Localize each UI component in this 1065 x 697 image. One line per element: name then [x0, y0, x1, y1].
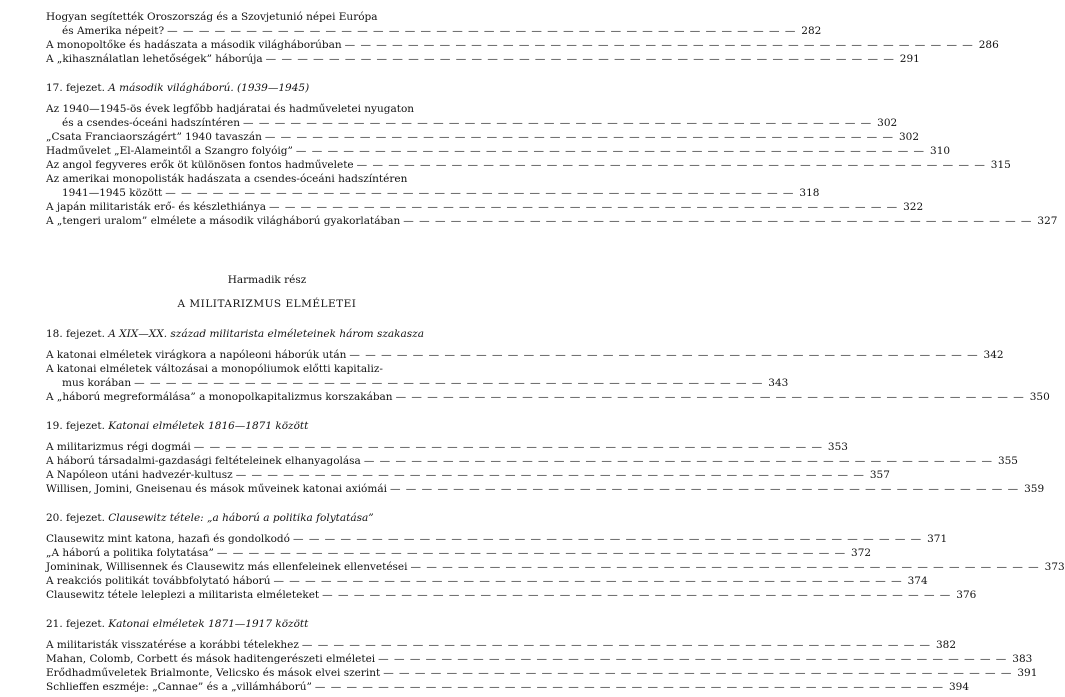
- table-of-contents: [46, 10, 1065, 694]
- leader-dashes: — — — — — — — — — — — — — — — — — — — — — — — — — — — — — — — — — — — — — — — —: [378, 653, 1008, 665]
- page-number: 302: [898, 131, 920, 143]
- toc-entry: és Amerika népeit? — — — — — — — — — — — — — — — — — — — — — — — — — — — — — — — — — — — — — — — — 282: [62, 25, 822, 37]
- chapter-heading: 18. fejezet. A XIX—XX. század militarista elméleteinek három szakasza: [46, 328, 424, 340]
- leader-dashes: — — — — — — — — — — — — — — — — — — — — — — — — — — — — — — — — — — — — — — — —: [134, 377, 764, 389]
- part-title: Harmadik rész: [227, 274, 307, 286]
- page-number: 357: [869, 469, 890, 481]
- toc-entry: A katonai elméletek változásai a monopóliumok előtti kapitaliz-: [46, 363, 383, 375]
- page-number: 318: [799, 187, 820, 199]
- toc-entry: A „háború megreformálása” a monopolkapitalizmus korszakában — — — — — — — — — — — — — — — — — — — — — — — — — — — — — — — — — — — — — — — — 350: [46, 391, 1050, 403]
- page-number: 315: [990, 159, 1011, 171]
- page-number: 355: [997, 455, 1018, 467]
- page-number: 394: [948, 681, 970, 693]
- toc-entry: Clausewitz tétele leleplezi a militarista elméleteket — — — — — — — — — — — — — — — — — — — — — — — — — — — — — — — — — — — — — — — — 376: [46, 589, 977, 601]
- toc-entry: A „tengeri uralom” elmélete a második világháború gyakorlatában — — — — — — — — — — — — — — — — — — — — — — — — — — — — — — — — — — — — — — — — 327: [46, 215, 1058, 227]
- leader-dashes: — — — — — — — — — — — — — — — — — — — — — — — — — — — — — — — — — — — — — — — —: [403, 215, 1033, 227]
- page-number: 342: [983, 349, 1004, 361]
- leader-dashes: — — — — — — — — — — — — — — — — — — — — — — — — — — — — — — — — — — — — — — — —: [167, 25, 797, 37]
- page-number: 372: [851, 547, 872, 559]
- toc-entry: 1941—1945 között — — — — — — — — — — — — — — — — — — — — — — — — — — — — — — — — — — — — — — — — 318: [62, 187, 820, 199]
- page-number: 282: [801, 25, 822, 37]
- leader-dashes: — — — — — — — — — — — — — — — — — — — — — — — — — — — — — — — — — — — — — — — —: [235, 469, 865, 481]
- leader-dashes: — — — — — — — — — — — — — — — — — — — — — — — — — — — — — — — — — — — — — — — —: [314, 681, 945, 693]
- toc-entry: Hadművelet „El-Alameintől a Szangro folyóig” — — — — — — — — — — — — — — — — — — — — — — — — — — — — — — — — — — — — — — — — 310: [46, 145, 951, 157]
- page-number: 302: [877, 117, 898, 129]
- leader-dashes: — — — — — — — — — — — — — — — — — — — — — — — — — — — — — — — — — — — — — — — —: [301, 639, 932, 651]
- toc-entry: A japán militaristák erő- és készlethiánya — — — — — — — — — — — — — — — — — — — — — — — — — — — — — — — — — — — — — — — — 322: [46, 201, 924, 213]
- toc-entry: A militaristák visszatérése a korábbi tételekhez — — — — — — — — — — — — — — — — — — — — — — — — — — — — — — — — — — — — — — — — 382: [46, 639, 957, 651]
- toc-entry: „A háború a politika folytatása” — — — — — — — — — — — — — — — — — — — — — — — — — — — — — — — — — — — — — — — — 372: [46, 547, 872, 559]
- page-number: 310: [930, 145, 951, 157]
- page-number: 382: [935, 639, 957, 651]
- toc-entry: Schlieffen eszméje: „Cannae” és a „villámháború” — — — — — — — — — — — — — — — — — — — — — — — — — — — — — — — — — — — — — — — — 394: [46, 681, 970, 693]
- leader-dashes: — — — — — — — — — — — — — — — — — — — — — — — — — — — — — — — — — — — — — — — —: [268, 201, 899, 213]
- toc-entry: Az amerikai monopolisták hadászata a csendes-óceáni hadszíntéren: [46, 173, 408, 185]
- page-number: 373: [1044, 561, 1065, 573]
- page-number: 371: [927, 533, 948, 545]
- leader-dashes: — — — — — — — — — — — — — — — — — — — — — — — — — — — — — — — — — — — — — — — —: [273, 575, 903, 587]
- toc-entry: A monopoltőke és hadászata a második világháborúban — — — — — — — — — — — — — — — — — — — — — — — — — — — — — — — — — — — — — — — — 286: [46, 39, 999, 51]
- leader-dashes: — — — — — — — — — — — — — — — — — — — — — — — — — — — — — — — — — — — — — — — —: [295, 145, 926, 157]
- toc-entry: A katonai elméletek virágkora a napóleoni háborúk után — — — — — — — — — — — — — — — — — — — — — — — — — — — — — — — — — — — — — — — — 342: [46, 349, 1004, 361]
- toc-entry: mus korában — — — — — — — — — — — — — — — — — — — — — — — — — — — — — — — — — — — — — — — — 343: [62, 377, 789, 389]
- leader-dashes: — — — — — — — — — — — — — — — — — — — — — — — — — — — — — — — — — — — — — — — —: [410, 561, 1040, 573]
- chapter-heading: 21. fejezet. Katonai elméletek 1871—1917 között: [46, 618, 309, 630]
- leader-dashes: — — — — — — — — — — — — — — — — — — — — — — — — — — — — — — — — — — — — — — — —: [265, 53, 895, 65]
- leader-dashes: — — — — — — — — — — — — — — — — — — — — — — — — — — — — — — — — — — — — — — — —: [193, 441, 823, 453]
- toc-entry: Hogyan segítették Oroszország és a Szovjetunió népei Európa: [46, 11, 378, 23]
- leader-dashes: — — — — — — — — — — — — — — — — — — — — — — — — — — — — — — — — — — — — — — — —: [243, 117, 873, 129]
- toc-entry: Willisen, Jomini, Gneisenau és mások műveinek katonai axiómái — — — — — — — — — — — — — — — — — — — — — — — — — — — — — — — — — — — — — — — — 359: [46, 483, 1045, 495]
- toc-entry: Clausewitz mint katona, hazafi és gondolkodó — — — — — — — — — — — — — — — — — — — — — — — — — — — — — — — — — — — — — — — — 371: [46, 533, 948, 545]
- toc-entry: A militarizmus régi dogmái — — — — — — — — — — — — — — — — — — — — — — — — — — — — — — — — — — — — — — — — 353: [46, 441, 848, 453]
- leader-dashes: — — — — — — — — — — — — — — — — — — — — — — — — — — — — — — — — — — — — — — — —: [322, 589, 952, 601]
- leader-dashes: — — — — — — — — — — — — — — — — — — — — — — — — — — — — — — — — — — — — — — — —: [383, 667, 1013, 679]
- page-number: 359: [1024, 483, 1045, 495]
- page-number: 350: [1029, 391, 1050, 403]
- leader-dashes: — — — — — — — — — — — — — — — — — — — — — — — — — — — — — — — — — — — — — — — —: [363, 455, 993, 467]
- toc-entry: Erődhadműveletek Brialmonte, Velicsko és mások elvei szerint — — — — — — — — — — — — — — — — — — — — — — — — — — — — — — — — — — — — — — — — 391: [46, 667, 1038, 679]
- page-number: 376: [956, 589, 977, 601]
- page-number: 391: [1017, 667, 1038, 679]
- toc-entry: és a csendes-óceáni hadszíntéren — — — — — — — — — — — — — — — — — — — — — — — — — — — — — — — — — — — — — — — — 302: [62, 117, 898, 129]
- page-number: 291: [899, 53, 920, 65]
- toc-entry: A reakciós politikát továbbfolytató háború — — — — — — — — — — — — — — — — — — — — — — — — — — — — — — — — — — — — — — — — 374: [46, 575, 928, 587]
- page-number: 327: [1037, 215, 1058, 227]
- toc-entry: Az angol fegyveres erők öt különösen fontos hadművelete — — — — — — — — — — — — — — — — — — — — — — — — — — — — — — — — — — — — — — — — 315: [46, 159, 1011, 171]
- leader-dashes: — — — — — — — — — — — — — — — — — — — — — — — — — — — — — — — — — — — — — — — —: [389, 483, 1020, 495]
- leader-dashes: — — — — — — — — — — — — — — — — — — — — — — — — — — — — — — — — — — — — — — — —: [165, 187, 795, 199]
- toc-entry: Jomininak, Willisennek és Clausewitz más ellenfeleinek ellenvetései — — — — — — — — — — — — — — — — — — — — — — — — — — — — — — — — — — — — — — — — 373: [46, 561, 1065, 573]
- toc-entry: A „kihasználatlan lehetőségek” háborúja — — — — — — — — — — — — — — — — — — — — — — — — — — — — — — — — — — — — — — — — 291: [46, 53, 920, 65]
- leader-dashes: — — — — — — — — — — — — — — — — — — — — — — — — — — — — — — — — — — — — — — — —: [216, 547, 847, 559]
- page-number: 353: [827, 441, 848, 453]
- leader-dashes: — — — — — — — — — — — — — — — — — — — — — — — — — — — — — — — — — — — — — — — —: [349, 349, 979, 361]
- toc-entry: A Napóleon utáni hadvezér-kultusz — — — — — — — — — — — — — — — — — — — — — — — — — — — — — — — — — — — — — — — — 357: [46, 469, 890, 481]
- page-number: 286: [978, 39, 999, 51]
- page-number: 383: [1012, 653, 1033, 665]
- toc-entry: A háború társadalmi-gazdasági feltételeinek elhanyagolása — — — — — — — — — — — — — — — — — — — — — — — — — — — — — — — — — — — — — — — — 355: [46, 455, 1018, 467]
- toc-top-entries: [46, 10, 999, 66]
- leader-dashes: — — — — — — — — — — — — — — — — — — — — — — — — — — — — — — — — — — — — — — — —: [395, 391, 1025, 403]
- chapter-heading: 17. fejezet. A második világháború. (1939—1945): [46, 82, 310, 94]
- chapter-heading: 20. fejezet. Clausewitz tétele: „a háború a politika folytatása”: [46, 512, 374, 524]
- leader-dashes: — — — — — — — — — — — — — — — — — — — — — — — — — — — — — — — — — — — — — — — —: [292, 533, 923, 545]
- page-number: 343: [768, 377, 789, 389]
- chapter-heading: 19. fejezet. Katonai elméletek 1816—1871 között: [46, 420, 309, 432]
- page-number: 374: [907, 575, 928, 587]
- leader-dashes: — — — — — — — — — — — — — — — — — — — — — — — — — — — — — — — — — — — — — — — —: [344, 39, 974, 51]
- leader-dashes: — — — — — — — — — — — — — — — — — — — — — — — — — — — — — — — — — — — — — — — —: [356, 159, 986, 171]
- part-subtitle: A MILITARIZMUS ELMÉLETEI: [177, 298, 357, 310]
- toc-entry: Az 1940—1945-ös évek legfőbb hadjáratai és hadműveletei nyugaton: [46, 103, 415, 115]
- page-number: 322: [903, 201, 924, 213]
- leader-dashes: — — — — — — — — — — — — — — — — — — — — — — — — — — — — — — — — — — — — — — — —: [264, 131, 895, 143]
- toc-entry: Mahan, Colomb, Corbett és mások haditengerészeti elméletei — — — — — — — — — — — — — — — — — — — — — — — — — — — — — — — — — — — — — — — — 383: [46, 653, 1033, 665]
- toc-entry: „Csata Franciaországért” 1940 tavaszán — — — — — — — — — — — — — — — — — — — — — — — — — — — — — — — — — — — — — — — — 302: [46, 131, 920, 143]
